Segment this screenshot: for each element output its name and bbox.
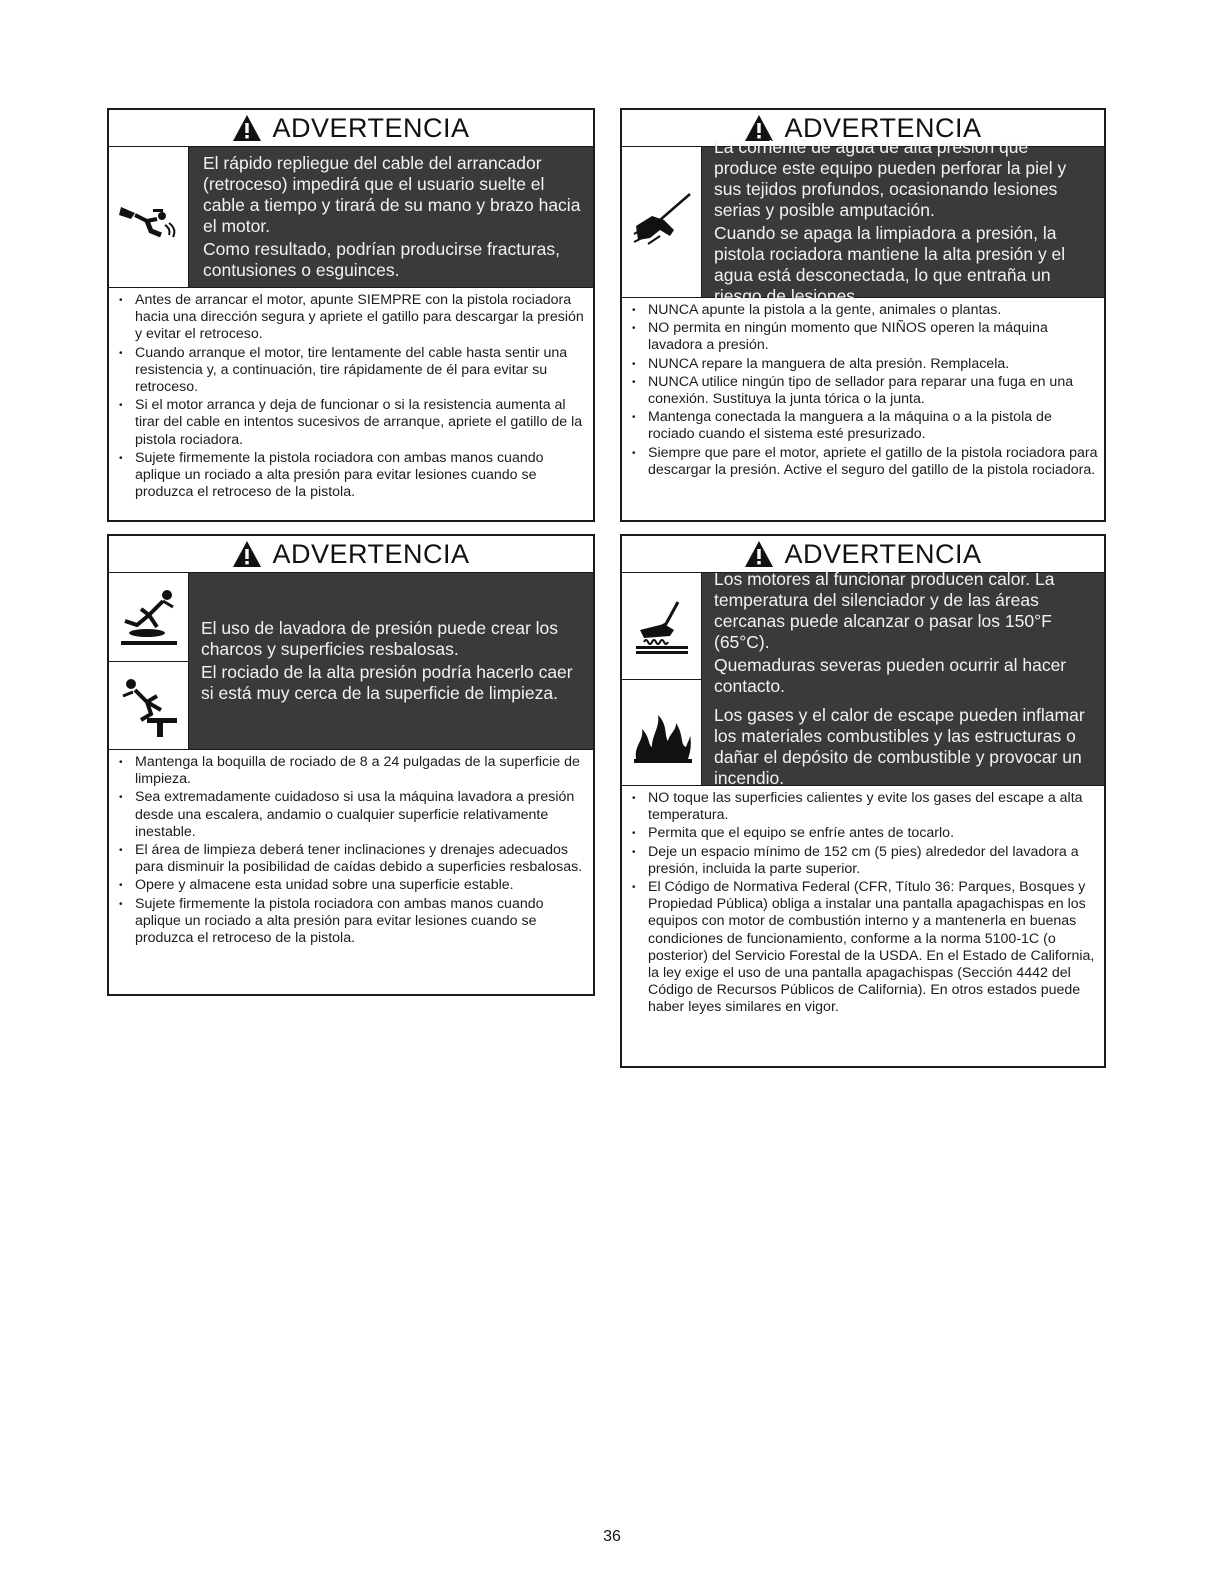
hazard-message-text: Los motores al funcionar producen calor. La temperatura del silenciador y de las áreas cercanas puede alcanzar o pasar los 150°F (65°C). (714, 569, 1055, 652)
list-item: • Mantenga conectada la manguera a la máquina o a la pistola de rociado cuando el sistema esté presurizado. (632, 409, 1098, 443)
list-item: • Antes de arrancar el motor, apunte SIEMPRE con la pistola rociadora hacia una dirección segura y apriete el gatillo para descargar la presión y evitar el retroceso. (119, 292, 587, 344)
page-number: 36 (603, 1528, 621, 1545)
list-item: • Mantenga la boquilla de rociado de 8 a 24 pulgadas de la superficie de limpieza. (119, 754, 587, 788)
list-item: • Sujete firmemente la pistola rociadora con ambas manos cuando aplique un rociado a alta presión para evitar lesiones cuando se produzca el retroceso de la pistola. (119, 450, 587, 502)
list-item: • Sujete firmemente la pistola rociadora con ambas manos cuando aplique un rociado a alta presión para evitar lesiones cuando se produzca el retroceso de la pistola. (119, 896, 587, 948)
warning-triangle-icon (232, 540, 262, 568)
list-item: • El Código de Normativa Federal (CFR, Título 36: Parques, Bosques y Propiedad Pública) obliga a instalar una pantalla apagachispas en los equipos con motor de combustión interno y a mantenerla en buenas condiciones de funcionamiento, conforme a la norma 5100-1C (o posterior) del Servicio Forestal de la USDA. En el Estado de California, la ley exige el uso de una pantalla apagachispas (Sección 4442 del Código de Recursos Públicos de California). En otros estados puede haber leyes similares en vigor. (632, 879, 1098, 1017)
warning-triangle-icon (744, 540, 774, 568)
warning-box-injection (620, 108, 1106, 522)
list-item: • NO toque las superficies calientes y evite los gases del escape a alta temperatura. (632, 790, 1098, 824)
hazard-message (189, 573, 593, 749)
warning-header (109, 536, 593, 573)
list-item: • Deje un espacio mínimo de 152 cm (5 pies) alrededor del lavadora a presión, incluida la parte superior. (632, 844, 1098, 878)
hazard-message (189, 147, 593, 287)
list-item: • Si el motor arranca y deja de funcionar o si la resistencia aumenta al tirar del cable en intentos sucesivos de arranque, apriete el gatillo de la pistola rociadora. (119, 397, 587, 449)
warning-title: ADVERTENCIA (784, 538, 982, 569)
warning-box-heat (620, 534, 1106, 1068)
list-item: • Siempre que pare el motor, apriete el gatillo de la pistola rociadora para descargar la presión. Active el seguro del gatillo de la pistola rociadora. (632, 445, 1098, 479)
safety-instructions-list (622, 298, 1104, 484)
hazard-message-text: La corriente de agua de alta presión que produce este equipo pueden perforar la piel y sus tejidos profundos, ocasionando lesiones serias y posible amputación. (714, 137, 1067, 220)
list-item: • Permita que el equipo se enfríe antes de tocarlo. (632, 825, 1098, 842)
fire-hazard-icon (622, 679, 702, 785)
warning-box-slip (107, 534, 595, 996)
list-item: • Opere y almacene esta unidad sobre una superficie estable. (119, 877, 587, 894)
safety-instructions-list (109, 288, 593, 506)
hot-surface-icon (622, 573, 702, 679)
safety-instructions-list (109, 750, 593, 952)
recoil-hazard-icon (109, 147, 189, 287)
warning-header (109, 110, 593, 147)
list-item: • El área de limpieza deberá tener inclinaciones y drenajes adecuados para disminuir la posibilidad de caídas debido a superficies resbalosas. (119, 842, 587, 876)
warning-box-recoil (107, 108, 595, 522)
list-item: • NUNCA apunte la pistola a la gente, animales o plantas. (632, 302, 1098, 319)
list-item: • NUNCA repare la manguera de alta presión. Remplacela. (632, 356, 1098, 373)
injection-hazard-icon (622, 147, 702, 297)
hazard-panel (109, 147, 593, 288)
list-item: • NO permita en ningún momento que NIÑOS operen la máquina lavadora a presión. (632, 320, 1098, 354)
hazard-message-text: Como resultado, podrían producirse fracturas, contusiones o esguinces. (203, 239, 560, 280)
hazard-message-text: Quemaduras severas pueden ocurrir al hacer contacto. (714, 655, 1067, 696)
hazard-message-text: El rociado de la alta presión podría hacerlo caer si está muy cerca de la superficie de limpieza. (201, 662, 573, 703)
hazard-message-text: El uso de lavadora de presión puede crear los charcos y superficies resbalosas. (201, 618, 559, 659)
hazard-message-text: Cuando se apaga la limpiadora a presión, la pistola rociadora mantiene la alta presión y el agua está desconectada, lo que entraña un riesgo de lesiones. (714, 223, 1066, 306)
list-item: • Sea extremadamente cuidadoso si usa la máquina lavadora a presión desde una escalera, andamio o cualquier superficie relativamente inestable. (119, 789, 587, 841)
list-item: • NUNCA utilice ningún tipo de sellador para reparar una fuga en una conexión. Sustituya la junta tórica o la junta. (632, 374, 1098, 408)
hazard-panel (622, 569, 1104, 788)
list-item: • Cuando arranque el motor, tire lentamente del cable hasta sentir una resistencia y, a continuación, tire rápidamente de él para evitar su retroceso. (119, 345, 587, 397)
hazard-message-text: Los gases y el calor de escape pueden inflamar los materiales combustibles y las estructuras o dañar el depósito de combustible y provocar un incendio. (714, 705, 1085, 788)
hazard-message-text: El rápido repliegue del cable del arrancador (retroceso) impedirá que el usuario suelte el cable a tiempo y tirará de su mano y brazo hacia el motor. (203, 153, 581, 236)
warning-triangle-icon (232, 114, 262, 142)
slip-hazard-icon (109, 573, 189, 661)
safety-instructions-list (622, 786, 1104, 1022)
warning-title: ADVERTENCIA (272, 538, 470, 569)
hazard-message (702, 569, 1104, 788)
fall-hazard-icon (109, 661, 189, 749)
hazard-panel (109, 573, 593, 750)
hazard-message (702, 137, 1104, 306)
warning-header (622, 536, 1104, 573)
warning-title: ADVERTENCIA (784, 112, 982, 143)
hazard-panel (622, 137, 1104, 306)
warning-title: ADVERTENCIA (272, 112, 470, 143)
